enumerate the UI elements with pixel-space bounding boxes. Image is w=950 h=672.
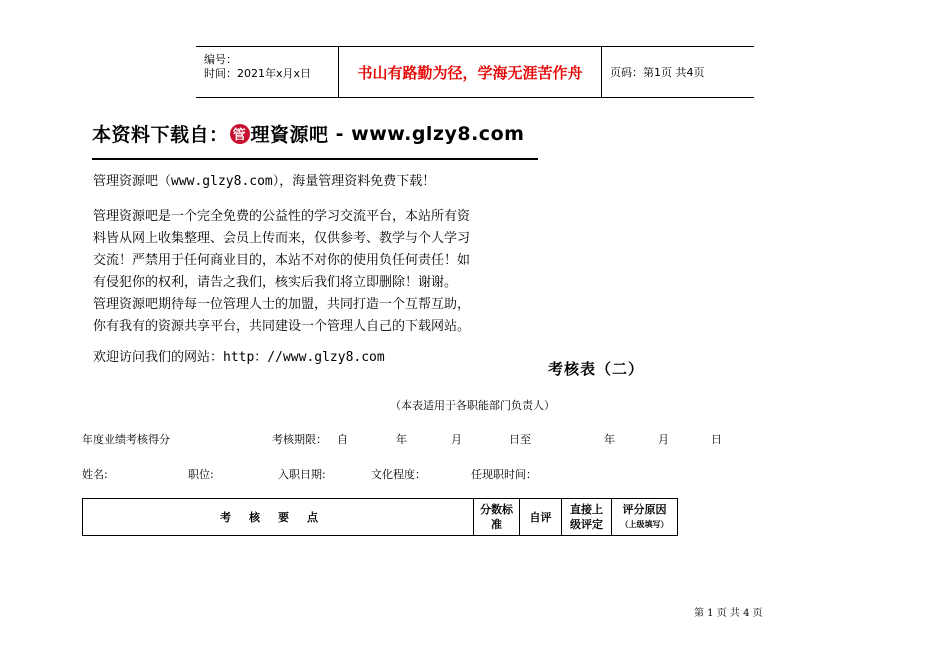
intro-line: 你有我有的资源共享平台，共同建设一个管理人自己的下载网站。 [93,319,471,334]
form-subtitle: （本表适用于各职能部门负责人） [390,399,555,412]
intro-paragraph-4 [93,347,553,369]
rating-reason-note: （上级填写） [620,520,669,529]
period-year-1: 年 [396,433,407,446]
banner-divider [92,158,538,160]
banner-url[interactable]: www.glzy8.com [351,122,525,145]
intro-line: 料皆从网上收集整理、会员上传而来，仅供参考、教学与个人学习 [93,231,471,246]
document-header [196,46,754,98]
page-footer: 第 1 页 共 4 页 [694,608,763,619]
number-label: 编号： [204,53,237,66]
column-rating-reason [611,499,677,535]
name-label: 姓名: [82,468,108,481]
intro-line: 交流！严禁用于任何商业目的，本站不对你的使用负任何责任！如 [93,253,471,268]
period-month-1: 月 [451,433,462,446]
column-score-standard: 分数标准 [473,499,519,535]
intro-line-website[interactable]: 欢迎访问我们的网站：http：//www.glzy8.com [93,350,385,365]
education-label: 文化程度： [371,468,426,481]
site-logo-icon: 管 [230,124,250,144]
period-day-to: 日至 [509,433,531,446]
evaluation-table-header [82,498,678,536]
tenure-label: 任现职时间： [471,468,537,481]
intro-paragraph-3 [93,294,553,338]
hire-date-label: 入职日期: [278,468,326,481]
period-day-2: 日 [711,433,722,446]
intro-line: 有侵犯你的权利，请告之我们，核实后我们将立即删除！谢谢。 [93,275,458,290]
banner-prefix: 本资料下载自： [92,124,229,146]
intro-paragraph-2 [93,206,553,294]
column-self-evaluation: 自评 [519,499,561,535]
intro-line: 管理资源吧是一个完全免费的公益性的学习交流平台，本站所有资 [93,209,471,224]
header-page-code: 页码：第1页 共4页 [610,66,705,79]
column-key-points: 考核要点 [220,511,336,524]
intro-line: 管理资源吧期待每一位管理人士的加盟，共同打造一个互帮互助， [93,297,471,312]
score-label: 年度业绩考核得分 [82,433,170,446]
banner-dash: - [328,122,352,145]
download-banner [92,120,524,147]
position-label: 职位: [188,468,214,481]
time-label: 时间：2021年x月x日 [204,67,312,80]
period-label: 考核期限： [272,433,327,446]
intro-paragraph-1 [93,171,553,193]
rating-reason-label: 评分原因 [622,503,667,516]
form-title: 考核表（二） [548,360,645,378]
header-motto: 书山有路勤为径，学海无涯苦作舟 [339,47,602,97]
period-from: 自 [337,433,348,446]
period-month-2: 月 [658,433,669,446]
header-meta [196,47,339,97]
banner-site-name: 理資源吧 [250,124,329,146]
period-year-2: 年 [604,433,615,446]
intro-line: 管理资源吧（www.glzy8.com），海量管理资料免费下载！ [93,174,436,189]
column-supervisor-rating: 直接上级评定 [561,499,611,535]
